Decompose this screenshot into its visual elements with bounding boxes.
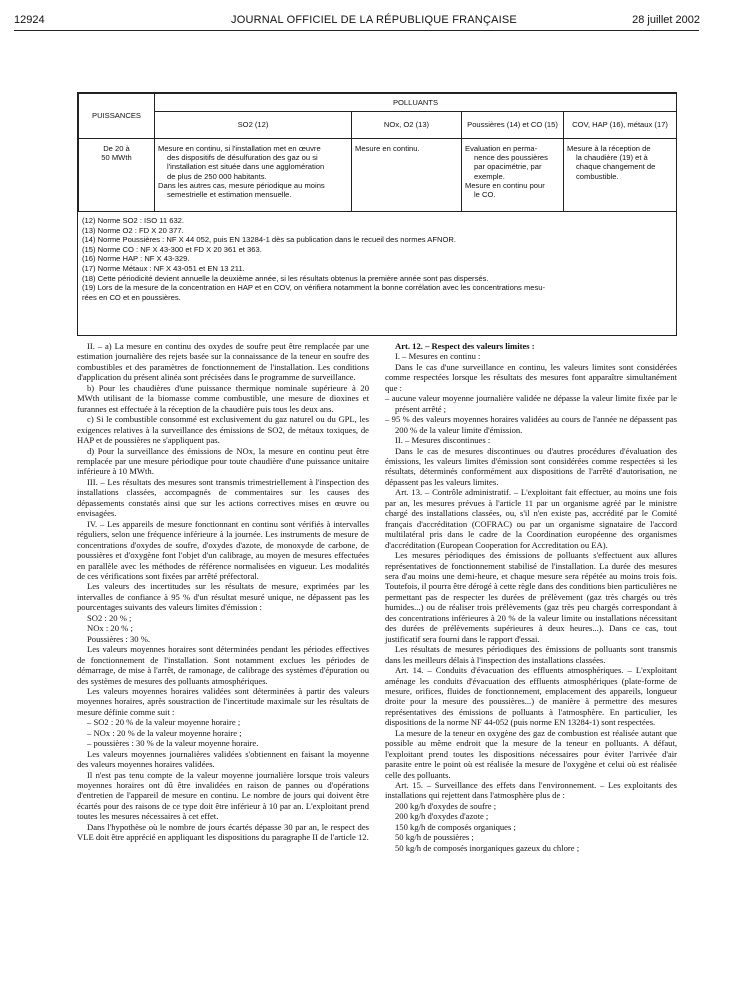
paragraph: Dans l'hypothèse où le nombre de jours écartés dépasse 30 par an, le respect des VLE doit être apprécié en appliquant les dispositions du paragraphe II de l'article 12. xyxy=(77,821,369,843)
cell-line: exemple. xyxy=(474,171,505,181)
cell-line: le CO. xyxy=(474,190,496,200)
list-line: 200 kg/h d'oxydes d'azote ; xyxy=(395,811,489,822)
list-line: NOx : 20 % ; xyxy=(87,623,133,634)
footnote: (17) Norme Métaux : NF X 43-051 et EN 13 211. xyxy=(82,263,245,273)
paragraph: II. – a) La mesure en continu des oxydes de soufre peut être remplacée par une estimation journalière des rejets basée sur la connaissance de la teneur en soufre des combustibles et des paramètres de fonctionnement de l'installation. Les conditions d'application du présent alinéa sont précisées dans le programme de surveillance. xyxy=(77,341,369,383)
article-paragraph: Art. 13. – Contrôle administratif. – L'exploitant fait effectuer, au moins une fois par an, les mesures prévues à l'article 11 par un organisme agréé par le ministre chargé des installations classées, ou, s'il n'en existe pas, accrédité par le Comité français d'accréditation (COFRAC) ou par un organisme signataire de l'accord multilatéral pris dans le cadre de la Coordination européenne des organismes d'accréditation (European Cooperation for Accreditation ou EA). xyxy=(385,487,677,550)
paragraph: Dans le cas de mesures discontinues ou d'autres procédures d'évaluation des émissions, les valeurs limites d'émission sont considérées comme respectées si les résultats, déterminés conformément aux dispositions de l'arrêté d'autorisation, ne dépassent pas les valeurs limites. xyxy=(385,445,677,487)
header-rule xyxy=(14,30,699,31)
cell-dust-co xyxy=(462,139,564,212)
monitoring-table xyxy=(77,92,677,336)
footnote: rées en CO et en poussières. xyxy=(82,292,181,302)
header-polluants: POLLUANTS xyxy=(155,94,677,112)
cell-line: des dispositifs de désulfuration des gaz ou si xyxy=(167,153,318,163)
paragraph: Les résultats de mesures périodiques des émissions de polluants sont transmis dans les meilleurs délais à l'inspection des installations classées. xyxy=(385,644,677,665)
footnote: (15) Norme CO : NF X 43-300 et FD X 20 361 et 363. xyxy=(82,244,262,254)
cell-line: la chaudière (19) et à xyxy=(576,153,648,163)
paragraph: Les valeurs des incertitudes sur les résultats de mesure, exprimées par les intervalles de confiance à 95 % d'un résultat mesuré unique, ne dépassent pas les pourcentages suivants des valeurs limites d'émission : xyxy=(77,581,369,613)
article-heading: Art. 12. – Respect des valeurs limites : xyxy=(395,341,535,351)
footnote: (18) Cette périodicité devient annuelle la deuxième année, si les résultats obtenus la première année sont pas dispersés. xyxy=(82,273,489,283)
list-item: – aucune valeur moyenne journalière validée ne dépasse la valeur limite fixée par le présent arrêté ; xyxy=(385,393,677,414)
page-number: 12924 xyxy=(14,14,45,26)
cell-line: semestrielle et estimation mensuelle. xyxy=(167,190,292,200)
paragraph: c) Si le combustible consommé est exclusivement du gaz naturel ou du GPL, les exigences relatives à la surveillance des émissions de SO2, de métaux toxiques, de HAP et de poussières ne s'appliquent pas. xyxy=(77,414,369,446)
paragraph: Dans le cas d'une surveillance en continu, les valeurs limites sont considérées comme respectées lorsque les résultats des mesures font apparaître simultanément que : xyxy=(385,361,677,393)
cell-line: Mesure en continu. xyxy=(355,144,420,153)
list-line: 200 kg/h d'oxydes de soufre ; xyxy=(395,800,497,811)
list-item: – 95 % des valeurs moyennes horaires validées au cours de l'année ne dépassent pas 200 % de la valeur limite d'émission. xyxy=(385,414,677,435)
article-paragraph: Art. 15. – Surveillance des effets dans l'environnement. – Les exploitants des installations qui rejettent dans l'atmosphère plus de : xyxy=(385,780,677,801)
cell-power xyxy=(79,139,155,212)
cell-line: chaque changement de xyxy=(576,162,656,172)
cell-nox xyxy=(352,139,462,212)
cell-line: De 20 à xyxy=(103,144,130,153)
cell-line: Mesure en continu pour xyxy=(465,180,545,190)
footnote: (16) Norme HAP : NF X 43-329. xyxy=(82,254,190,264)
article-paragraph: Art. 14. – Conduits d'évacuation des effluents atmosphériques. – L'exploitant aménage les conduits d'évacuation des effluents atmosphériques (plate-forme de mesure, orifices, fluides de fonctionnement, emplacement des appareils, longueur droite pour la mesure des poussières...) de manière à permettre des mesures représentatives des émissions de polluants à l'atmosphère. En particulier, les dispositions de la norme NF 44-052 (puis norme EN 13284-1) sont respectées. xyxy=(385,665,677,728)
paragraph: Les valeurs moyennes journalières validées s'obtiennent en faisant la moyenne des valeurs moyennes horaires validées. xyxy=(77,748,369,770)
list-line: 150 kg/h de composés organiques ; xyxy=(395,821,516,832)
cell-line: 50 MWth xyxy=(101,153,132,163)
footnote: (14) Norme Poussières : NF X 44 052, puis EN 13284-1 dès sa publication dans le recueil des normes AFNOR. xyxy=(82,235,456,245)
right-column xyxy=(385,341,677,853)
page-header xyxy=(0,10,748,30)
paragraph: La mesure de la teneur en oxygène des gaz de combustion est réalisée autant que possible au même endroit que la mesure de la teneur en polluants. A défaut, l'exploitant prend toutes les dispositions nécessaires pour éviter l'arrivée d'air parasite entre le point où est réalisée la mesure de l'oxygène et celui où est réalisée celle des polluants. xyxy=(385,727,677,780)
header-so2: SO2 (12) xyxy=(155,112,352,139)
list-line: – poussières : 30 % de la valeur moyenne horaire. xyxy=(87,738,259,749)
subheading: II. – Mesures discontinues : xyxy=(395,435,491,446)
paragraph: Il n'est pas tenu compte de la valeur moyenne journalière lorsque trois valeurs moyennes horaires ont dû être invalidées en raison de pannes ou d'opérations d'entretien de l'appareil de mesure en continu. Le nombre de jours qui doivent être écartés pour des raisons de ce type doit être inférieur à 10 par an. L'exploitant prend toutes les mesures nécessaires à cet effet. xyxy=(77,769,369,822)
cell-line: combustible. xyxy=(576,171,619,181)
header-puissances: PUISSANCES xyxy=(79,94,155,139)
table-footnotes xyxy=(78,212,676,302)
cell-line: par opacimétrie, par xyxy=(474,162,542,172)
list-line: – NOx : 20 % de la valeur moyenne horaire ; xyxy=(87,727,242,738)
cell-cov-hap xyxy=(564,139,677,212)
footnote: (13) Norme O2 : FD X 20 377. xyxy=(82,225,184,235)
left-column xyxy=(77,341,369,843)
list-line: 50 kg/h de poussières ; xyxy=(395,832,474,843)
list-line: – SO2 : 20 % de la valeur moyenne horaire ; xyxy=(87,717,241,728)
publication-date: 28 juillet 2002 xyxy=(632,14,700,26)
cell-line: de plus de 250 000 habitants. xyxy=(167,171,267,181)
paragraph: IV. – Les appareils de mesure fonctionnant en continu sont vérifiés à intervalles réguliers, selon une fréquence inférieure à la journée. Les instruments de mesure de concentrations d'oxydes de soufre, d'oxydes d'azote, de monoxyde de carbone, de poussières et d'oxygène font l'objet d'un calibrage, au moyen de mesures effectuées en parallèle avec les méthodes de référence normalisées en vigueur. Les modalités de ces vérifications sont fixées par arrêté préfectoral. xyxy=(77,518,369,581)
header-cov-hap: COV, HAP (16), métaux (17) xyxy=(564,112,677,139)
cell-line: Evaluation en perma- xyxy=(465,144,538,153)
footnote: (19) Lors de la mesure de la concentration en HAP et en COV, on vérifiera notamment la bonne corrélation avec les concentrations mesu- xyxy=(82,283,546,293)
paragraph: d) Pour la surveillance des émissions de NOx, la mesure en continu peut être remplacée par une mesure périodique pour toute chaudière d'une puissance unitaire inférieure à 10 MWth. xyxy=(77,445,369,477)
list-line: 50 kg/h de composés inorganiques gazeux du chlore ; xyxy=(395,842,580,853)
cell-so2 xyxy=(155,139,352,212)
cell-line: Mesure en continu, si l'installation met en œuvre xyxy=(158,144,321,153)
cell-line: nence des poussières xyxy=(474,153,548,163)
footnote: (12) Norme SO2 : ISO 11 632. xyxy=(82,216,184,225)
cell-line: Mesure à la réception de xyxy=(567,144,651,153)
paragraph: Les mesures périodiques des émissions de polluants s'effectuent aux allures représentatives de fonctionnement stabilisé de l'installation. La durée des mesures sera d'au moins une demi-heure, et chaque mesure sera répétée au moins trois fois. Toutefois, il pourra être dérogé à cette règle dans des conditions bien particulières ne permettant pas de respecter les durées de prélèvement (gaz très chargés ou très humides...) ou de réaliser trois prélèvements (gaz très peu chargés correspondant à des concentrations inférieures à 20 % de la valeur limite ou installations nécessitant des durées de prélèvements supérieures à deux heures...). Dans ce cas, tout justificatif sera fourni dans le rapport d'essai. xyxy=(385,550,677,644)
list-line: SO2 : 20 % ; xyxy=(87,612,132,623)
paragraph: b) Pour les chaudières d'une puissance thermique nominale supérieure à 20 MWth utilisant de la biomasse comme combustible, une mesure de dioxines et furannes est effectuée à la réception de la chaudière puis tous les deux ans. xyxy=(77,382,369,414)
header-nox: NOx, O2 (13) xyxy=(352,112,462,139)
paragraph: Les valeurs moyennes horaires sont déterminées pendant les périodes effectives de fonctionnement de l'installation. Sont notamment exclues les périodes de démarrage, de mise à l'arrêt, de ramonage, de calibrage des systèmes d'épuration ou des systèmes de mesures des polluants atmosphériques. xyxy=(77,644,369,686)
paragraph: III. – Les résultats des mesures sont transmis trimestriellement à l'inspection des installations classées, accompagnés de commentaires sur les causes des dépassements constatés ainsi que sur les actions correctives mises en œuvre ou envisagées. xyxy=(77,476,369,519)
subheading: I. – Mesures en continu : xyxy=(395,351,481,362)
header-dust-co: Poussières (14) et CO (15) xyxy=(462,112,564,139)
paragraph: Les valeurs moyennes horaires validées sont déterminées à partir des valeurs moyennes horaires, après soustraction de l'incertitude maximale sur les résultats de mesure définie comme suit : xyxy=(77,685,369,717)
journal-title: JOURNAL OFFICIEL DE LA RÉPUBLIQUE FRANÇAISE xyxy=(231,14,517,26)
list-line: Poussières : 30 %. xyxy=(87,633,151,644)
cell-line: l'installation est située dans une agglomération xyxy=(167,162,325,172)
cell-line: Dans les autres cas, mesure périodique au moins xyxy=(158,180,325,190)
